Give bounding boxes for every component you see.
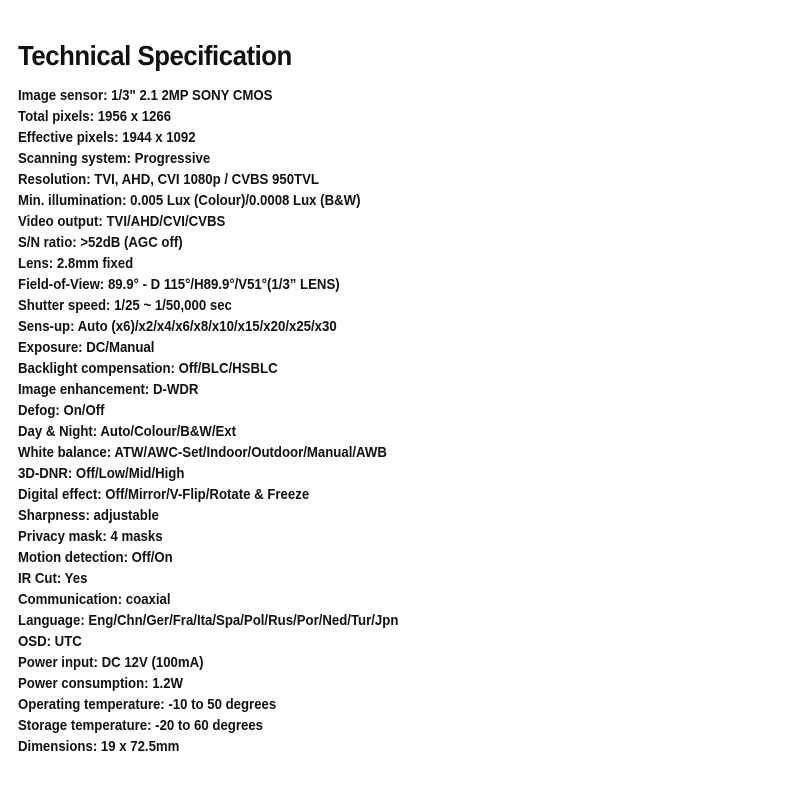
spec-line-resolution: Resolution: TVI, AHD, CVI 1080p / CVBS 950TVL <box>18 171 319 188</box>
spec-document <box>18 40 778 757</box>
page-title: Technical Specification <box>18 40 292 71</box>
spec-line-image-enhancement: Image enhancement: D-WDR <box>18 381 199 398</box>
spec-line-defog: Defog: On/Off <box>18 402 105 419</box>
spec-line-operating-temperature: Operating temperature: -10 to 50 degrees <box>18 696 277 713</box>
spec-line-dimensions: Dimensions: 19 x 72.5mm <box>18 738 180 755</box>
spec-line-digital-effect: Digital effect: Off/Mirror/V-Flip/Rotate & Freeze <box>18 486 310 503</box>
spec-line-storage-temperature: Storage temperature: -20 to 60 degrees <box>18 717 264 734</box>
spec-line-total-pixels: Total pixels: 1956 x 1266 <box>18 108 172 125</box>
spec-line-white-balance: White balance: ATW/AWC-Set/Indoor/Outdoor/Manual/AWB <box>18 444 387 461</box>
spec-line-scanning-system: Scanning system: Progressive <box>18 150 211 167</box>
spec-line-motion-detection: Motion detection: Off/On <box>18 549 173 566</box>
spec-line-sharpness: Sharpness: adjustable <box>18 507 159 524</box>
spec-line-sn-ratio: S/N ratio: >52dB (AGC off) <box>18 234 183 251</box>
spec-line-backlight-compensation: Backlight compensation: Off/BLC/HSBLC <box>18 360 278 377</box>
spec-line-ir-cut: IR Cut: Yes <box>18 570 88 587</box>
spec-line-video-output: Video output: TVI/AHD/CVI/CVBS <box>18 213 226 230</box>
spec-line-communication: Communication: coaxial <box>18 591 171 608</box>
spec-line-language: Language: Eng/Chn/Ger/Fra/Ita/Spa/Pol/Rus/Por/Ned/Tur/Jpn <box>18 612 399 629</box>
spec-line-3d-dnr: 3D-DNR: Off/Low/Mid/High <box>18 465 185 482</box>
spec-line-power-consumption: Power consumption: 1.2W <box>18 675 184 692</box>
spec-line-sens-up: Sens-up: Auto (x6)/x2/x4/x6/x8/x10/x15/x20/x25/x30 <box>18 318 337 335</box>
spec-line-effective-pixels: Effective pixels: 1944 x 1092 <box>18 129 196 146</box>
spec-line-day-night: Day & Night: Auto/Colour/B&W/Ext <box>18 423 237 440</box>
spec-line-power-input: Power input: DC 12V (100mA) <box>18 654 204 671</box>
spec-line-exposure: Exposure: DC/Manual <box>18 339 155 356</box>
spec-line-privacy-mask: Privacy mask: 4 masks <box>18 528 163 545</box>
spec-list <box>18 85 778 757</box>
spec-line-field-of-view: Field-of-View: 89.9° - D 115°/H89.9°/V51°(1/3” LENS) <box>18 276 340 293</box>
spec-line-osd: OSD: UTC <box>18 633 82 650</box>
spec-line-shutter-speed: Shutter speed: 1/25 ~ 1/50,000 sec <box>18 297 232 314</box>
spec-line-min-illumination: Min. illumination: 0.005 Lux (Colour)/0.0008 Lux (B&W) <box>18 192 361 209</box>
spec-line-image-sensor: Image sensor: 1/3" 2.1 2MP SONY CMOS <box>18 87 273 104</box>
spec-line-lens: Lens: 2.8mm fixed <box>18 255 134 272</box>
